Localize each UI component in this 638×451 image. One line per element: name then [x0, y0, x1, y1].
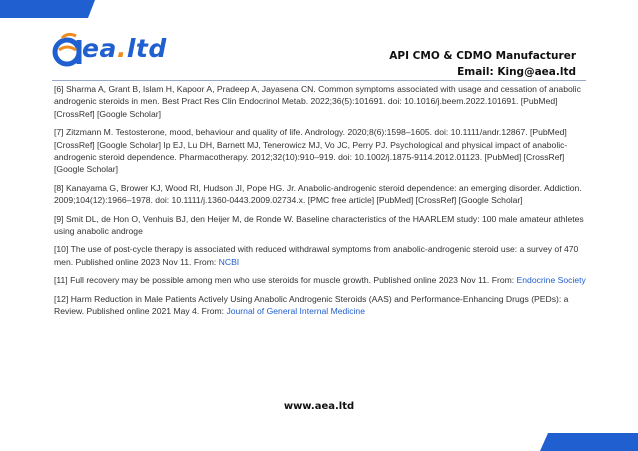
reference-item [54, 243, 588, 268]
reference-link-ncbi[interactable]: NCBI [218, 256, 240, 267]
reference-text: [12] Harm Reduction in Male Patients Actively Using Anabolic Androgenic Steroids (AAS) and Performance-Enhancing Drugs (PEDs): a Review. Published online 2021 May 4. From: [54, 293, 569, 317]
reference-text: [7] Zitzmann M. Testosterone, mood, behaviour and quality of life. Andrology. 2020;8(6):1598–1605. doi: 10.1111/andr.12867. [PubMed] [CrossRef] [Google Scholar] Ip EJ, Lu DH, Barnett MJ, Tenerowicz MJ, Vo JC, Perry PJ. Psychological and physical impact of anabolic-androgenic steroid dependence. Pharmacotherapy. 2012;32(10):910–919. doi: 10.1002/j.1875-9114.2012.01123. [PubMed] [CrossRef] [Google Scholar] [54, 127, 568, 175]
header-contact [389, 48, 576, 80]
logo-wordmark [82, 34, 167, 63]
header-tagline: API CMO & CDMO Manufacturer [389, 50, 576, 62]
logo-text: ea [82, 34, 117, 63]
reference-text: [9] Smit DL, de Hon O, Venhuis BJ, den Heijer M, de Ronde W. Baseline characteristics of the HAARLEM study: 100 male amateur athletes using anabolic androge [54, 213, 584, 237]
reference-link-endocrine-society[interactable]: Endocrine Society [516, 275, 586, 286]
reference-item [54, 213, 588, 238]
reference-item [54, 126, 588, 176]
reference-text: [8] Kanayama G, Brower KJ, Wood RI, Hudson JI, Pope HG. Jr. Anabolic-androgenic steroid dependence: an emerging disorder. Addiction. 2009;104(12):1966–1978. doi: 10.1111/j.1360-0443.2009.02734.x. [PMC free article] [PubMed] [CrossRef] [Google Scholar] [54, 182, 582, 206]
reference-item [54, 274, 588, 286]
reference-item [54, 182, 588, 207]
bottom-banner [0, 433, 638, 451]
reference-item [54, 293, 588, 318]
reference-item [54, 83, 588, 120]
logo-dot: . [116, 34, 127, 63]
top-banner [0, 0, 638, 18]
logo-a-icon [52, 30, 84, 68]
reference-text: [11] Full recovery may be possible among men who use steroids for muscle growth. Published online 2023 Nov 11. From: [54, 275, 517, 286]
footer-website[interactable]: www.aea.ltd [283, 401, 355, 412]
header-email[interactable]: Email: King@aea.ltd [457, 66, 576, 78]
references-list [54, 83, 588, 324]
company-logo[interactable] [52, 30, 167, 70]
reference-text: [6] Sharma A, Grant B, Islam H, Kapoor A, Pradeep A, Jayasena CN. Common symptoms associated with usage and cessation of anabolic androgenic steroids in men. Best Pract Res Clin Endocrinol Metab. 2022;36(5):101691. doi: 10.1016/j.beem.2022.101691. [PubMed] [CrossRef] [Google Scholar] [54, 84, 581, 119]
reference-text: [10] The use of post-cycle therapy is associated with reduced withdrawal symptoms from anabolic-androgenic steroid use: a survey of 470 men. Published online 2023 Nov 11. From: [54, 244, 579, 267]
logo-suffix: ltd [126, 34, 167, 63]
header-divider [52, 80, 586, 81]
reference-link-journal[interactable]: Journal of General Internal Medicine [226, 306, 365, 317]
